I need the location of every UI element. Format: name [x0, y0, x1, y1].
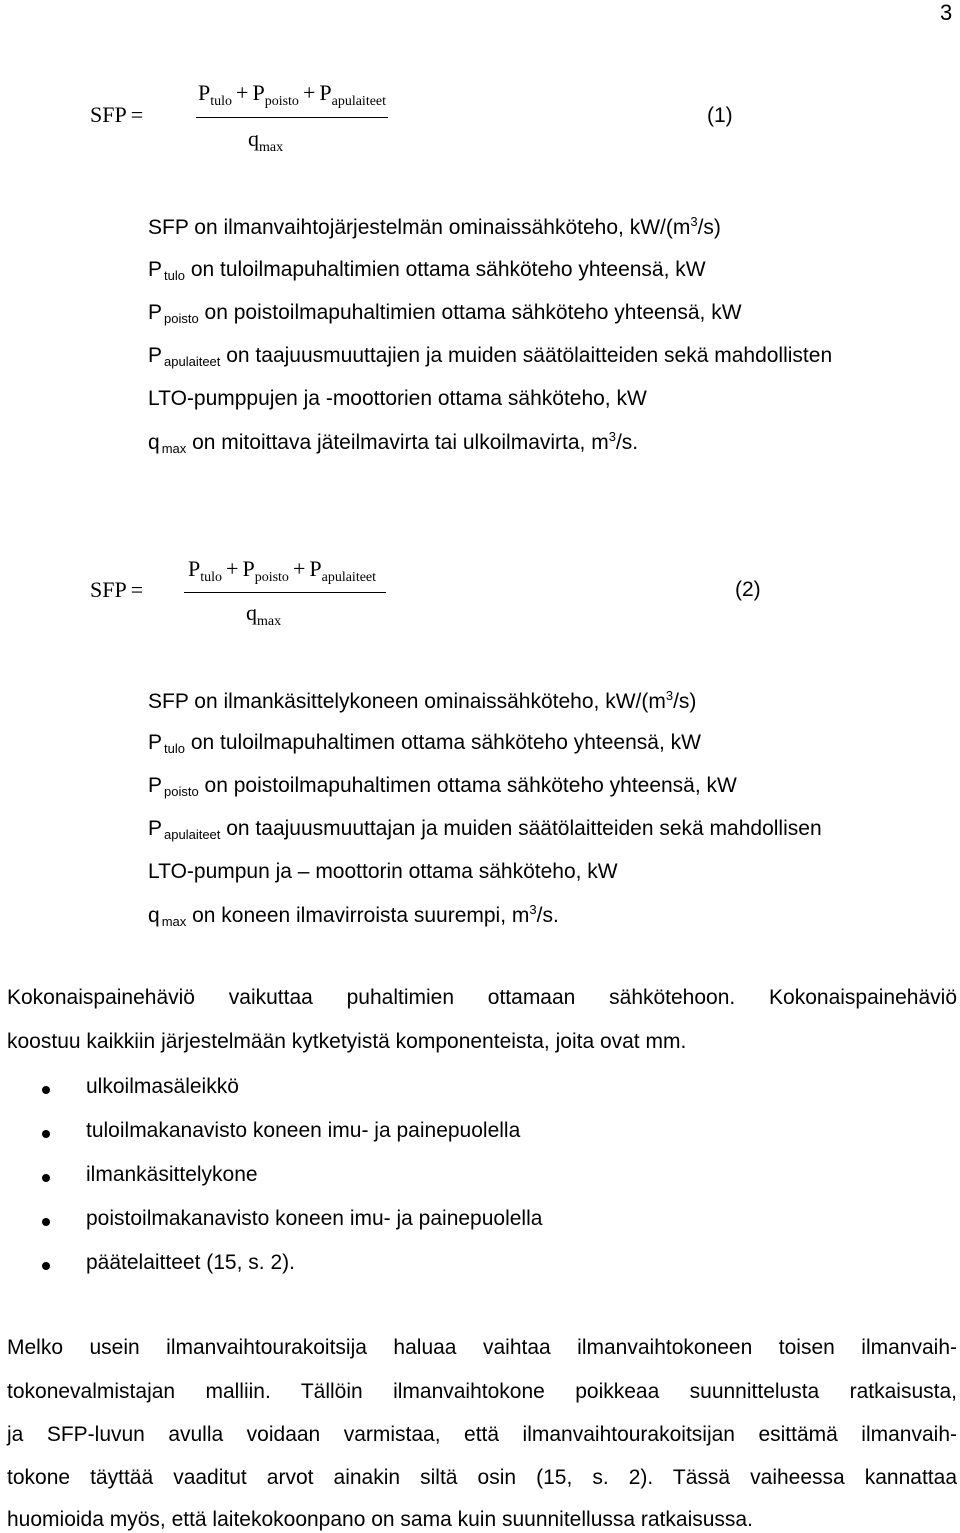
- paragraph-line: koostuu kaikkiin järjestelmään kytketyistä komponenteista, joita ovat mm.: [7, 1030, 687, 1053]
- formula-2-lhs: SFP =: [90, 577, 144, 602]
- bullet-icon: [42, 1086, 50, 1094]
- definition-line: SFP on ilmankäsittelykoneen ominaissähköteho, $kW/(m^3/s)$: [148, 688, 697, 713]
- bullet-icon: [42, 1174, 50, 1182]
- definition-line: P $_{apulaiteet}$ on taajuusmuuttajien ja muiden säätölaitteiden sekä mahdollisten: [148, 344, 833, 369]
- definition-line: LTO-pumpun ja – moottorin ottama sähköteho, kW: [148, 860, 618, 883]
- definition-line: P $_{poisto}$ on poistoilmapuhaltimien ottama sähköteho yhteensä, kW: [148, 301, 742, 326]
- paragraph-line: ja SFP-luvun avulla voidaan varmistaa, että ilmanvaihtourakoitsijan esittämä ilmanvaih-: [7, 1423, 957, 1446]
- paragraph-line: Kokonaispainehäviö vaikuttaa puhaltimien ottamaan sähkötehoon. Kokonaispainehäviö: [7, 986, 957, 1009]
- formula-1-denominator: $q_{max}$: [248, 126, 284, 155]
- bullet-icon: [42, 1262, 50, 1270]
- definition-line: q $_{max}$ on koneen ilmavirroista suurempi, $m^3/s$.: [148, 902, 559, 929]
- formula-2-fraction-bar: [184, 592, 386, 593]
- formula-1-numerator: $P_{tulo} + P_{poisto} + P_{apulaiteet}$: [198, 80, 387, 109]
- formula-1-lhs: SFP =: [90, 102, 144, 127]
- formula-2: [0, 0, 960, 640]
- definition-line: P $_{tulo}$ on tuloilmapuhaltimen ottama sähköteho yhteensä, kW: [148, 731, 701, 756]
- formula-2-number: (2): [735, 578, 761, 601]
- page-number: 3: [940, 0, 953, 25]
- definition-line: LTO-pumppujen ja -moottorien ottama sähköteho, kW: [148, 387, 647, 410]
- paragraph-line: tokone täyttää vaaditut arvot ainakin siltä osin (15, s. 2). Tässä vaiheessa kannattaa: [7, 1466, 957, 1489]
- definition-line: q $_{max}$ on mitoittava jäteilmavirta tai ulkoilmavirta, $m^3/s$.: [148, 429, 639, 456]
- bullet-icon: [42, 1130, 50, 1138]
- formula-2-numerator: $P_{tulo} + P_{poisto} + P_{apulaiteet}$: [188, 556, 377, 585]
- paragraph-line: Melko usein ilmanvaihtourakoitsija haluaa vaihtaa ilmanvaihtokoneen toisen ilmanvaih-: [7, 1336, 957, 1359]
- formula-2-denominator: $q_{max}$: [246, 600, 282, 629]
- bullet-icon: [42, 1218, 50, 1226]
- definition-line: P $_{poisto}$ on poistoilmapuhaltimen ottama sähköteho yhteensä, kW: [148, 774, 737, 799]
- paragraph-line: huomioida myös, että laitekokoonpano on sama kuin suunnitellussa ratkaisussa.: [7, 1508, 753, 1531]
- definition-line: P $_{apulaiteet}$ on taajuusmuuttajan ja muiden säätölaitteiden sekä mahdollisen: [148, 817, 822, 842]
- formula-1-number: (1): [707, 104, 733, 127]
- definition-line: SFP on ilmanvaihtojärjestelmän ominaissähköteho, $kW/(m^3/s)$: [148, 214, 721, 239]
- definition-line: P $_{tulo}$ on tuloilmapuhaltimien ottama sähköteho yhteensä, kW: [148, 258, 706, 283]
- paragraph-line: tokonevalmistajan malliin. Tällöin ilmanvaihtokone poikkeaa suunnittelusta ratkaisusta,: [7, 1380, 957, 1403]
